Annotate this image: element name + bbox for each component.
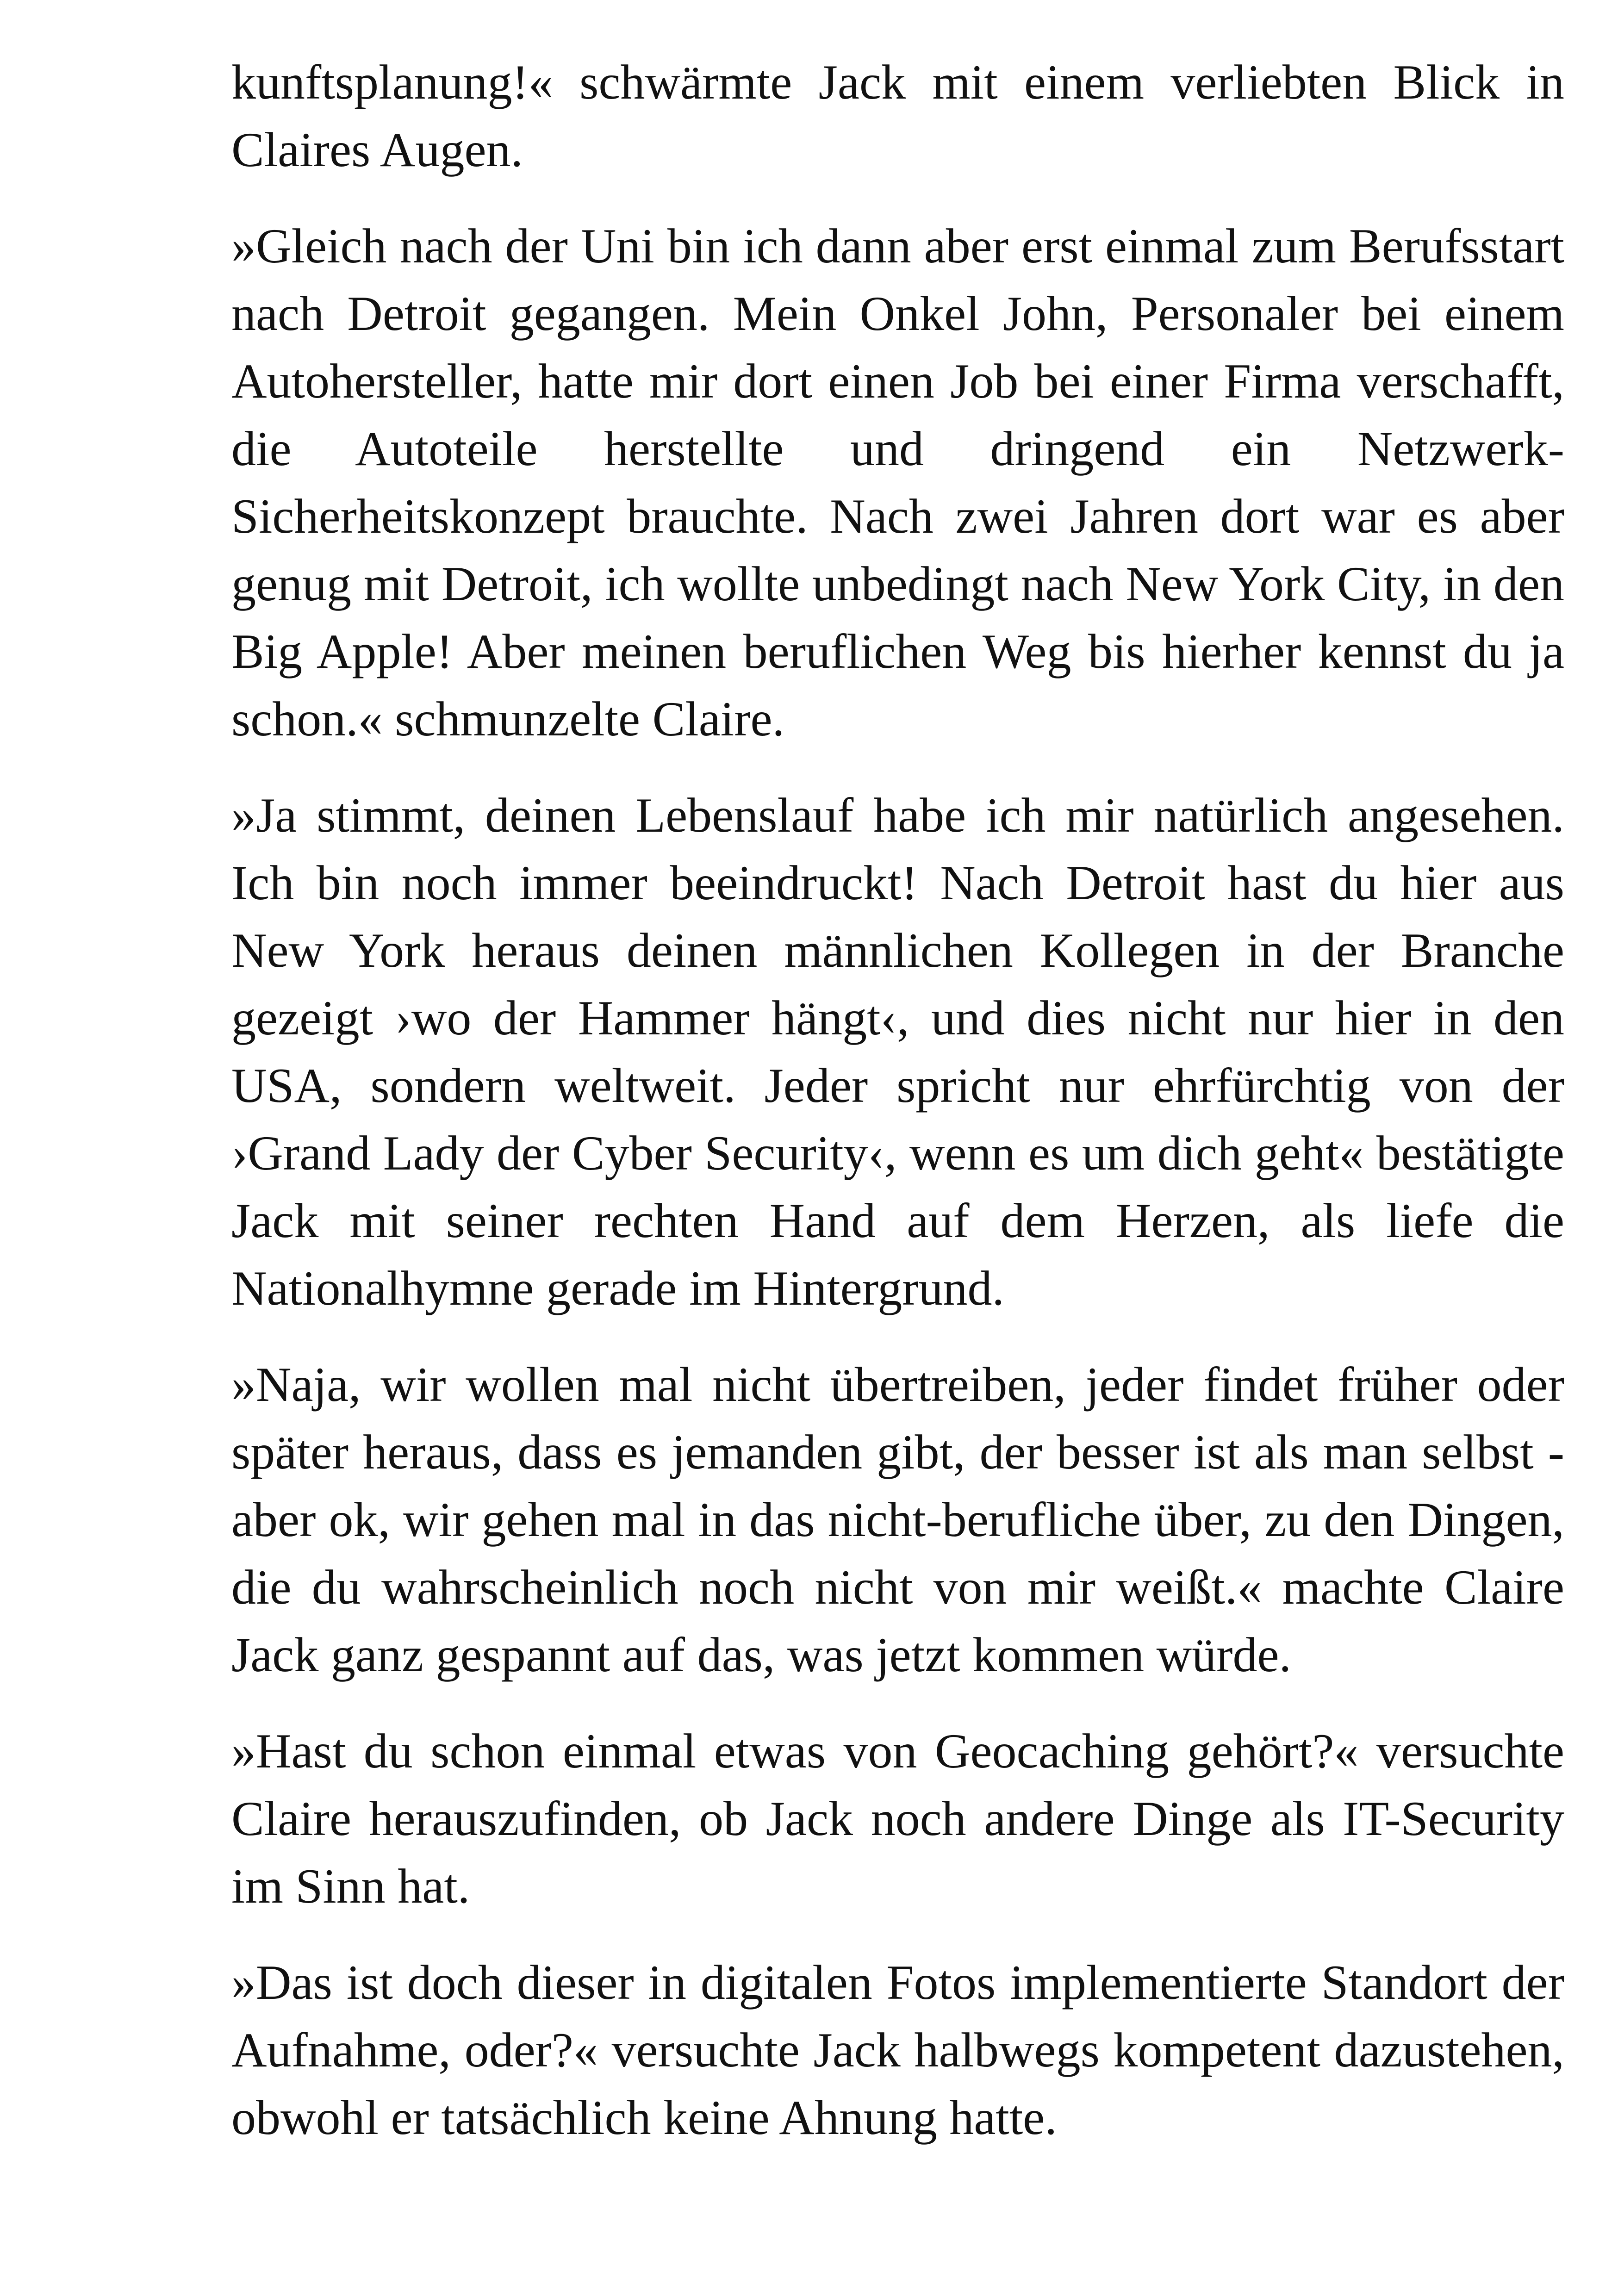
- paragraph-1: kunftsplanung!« schwärmte Jack mit einem verliebten Blick in Claires Augen.: [231, 55, 1564, 177]
- paragraph-6: »Das ist doch dieser in digitalen Fotos implementierte Standort der Aufnahme, oder?« versuchte Jack halbwegs kompetent dazustehen, obwohl er tatsächlich keine Ahnung hatte.: [231, 1955, 1564, 2145]
- paragraph-5: »Hast du schon einmal etwas von Geocaching gehört?« versuchte Claire herauszufinden, ob Jack noch andere Dinge als IT-Security im Sinn hat.: [231, 1724, 1564, 1913]
- paragraph-2: »Gleich nach der Uni bin ich dann aber erst einmal zum Berufsstart nach Detroit gegangen. Mein Onkel John, Personaler bei einem Autohersteller, hatte mir dort einen Job bei einer Firma verschafft, die Autoteile herstellte und dringend ein Netzwerk-Sicherheitskonzept brauchte. Nach zwei Jahren dort war es aber genug mit Detroit, ich wollte unbedingt nach New York City, in den Big Apple! Aber meinen beruflichen Weg bis hierher kennst du ja schon.« schmunzelte Claire.: [231, 219, 1564, 746]
- paragraph-4: »Naja, wir wollen mal nicht übertreiben, jeder findet früher oder später heraus, dass es jemanden gibt, der besser ist als man selbst - aber ok, wir gehen mal in das nicht-berufliche über, zu den Dingen, die du wahrscheinlich noch nicht von mir weißt.« machte Claire Jack ganz gespannt auf das, was jetzt kommen würde.: [231, 1357, 1564, 1682]
- paragraph-3: »Ja stimmt, deinen Lebenslauf habe ich mir natürlich angesehen. Ich bin noch immer beeindruckt! Nach Detroit hast du hier aus New York heraus deinen männlichen Kollegen in der Branche gezeigt ›wo der Hammer hängt‹, und dies nicht nur hier in den USA, sondern weltweit. Jeder spricht nur ehrfürchtig von der ›Grand Lady der Cyber Security‹, wenn es um dich geht« bestätigte Jack mit seiner rechten Hand auf dem Herzen, als liefe die Nationalhymne gerade im Hintergrund.: [231, 788, 1564, 1315]
- body-text: [231, 49, 1564, 2180]
